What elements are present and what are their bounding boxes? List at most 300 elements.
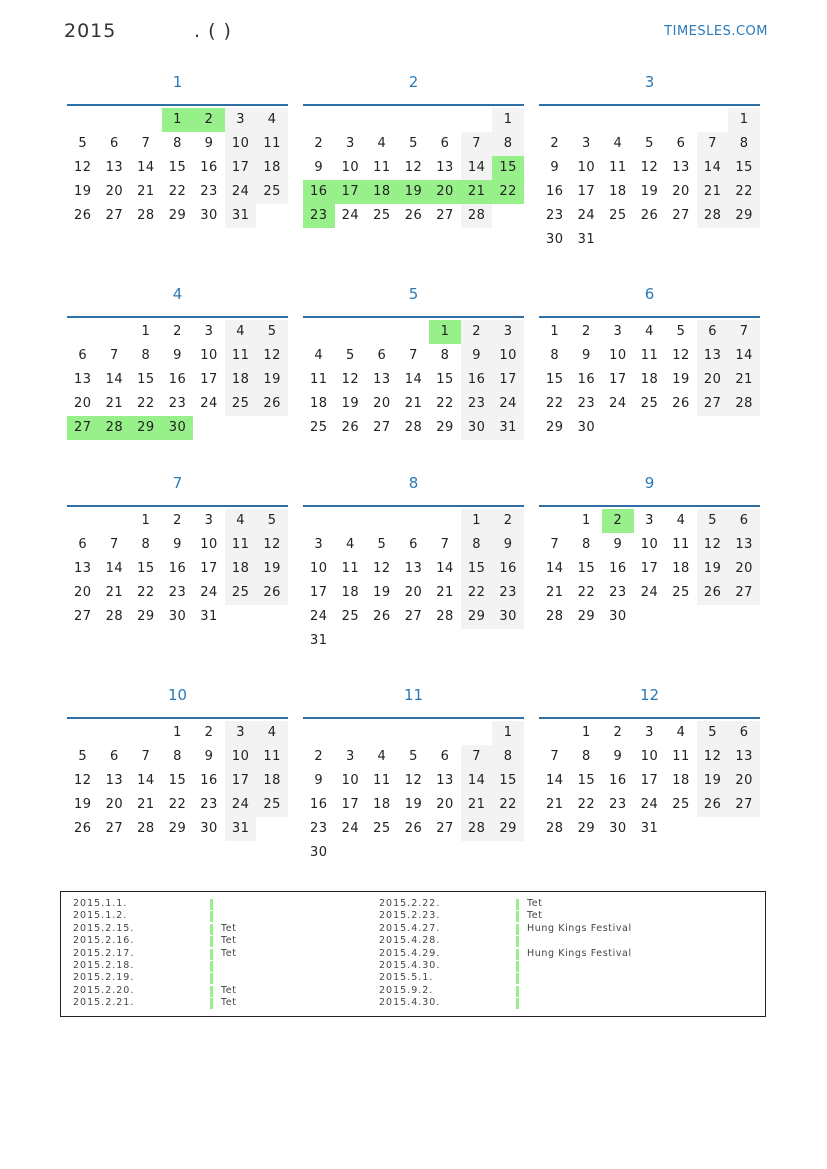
day-cell: 6 xyxy=(676,136,686,151)
day-cell: 9 xyxy=(613,537,623,552)
day-cell: 20 xyxy=(697,368,729,392)
empty-cell xyxy=(697,605,729,629)
month-grid xyxy=(67,108,288,228)
day-cell: 10 xyxy=(492,344,524,368)
day-cell: 26 xyxy=(74,208,92,223)
month-grid xyxy=(303,320,524,440)
empty-cell xyxy=(366,841,398,865)
day-cell: 7 xyxy=(109,348,119,363)
day-cell: 17 xyxy=(335,180,367,204)
day-cell: 16 xyxy=(609,561,627,576)
day-cell: 23 xyxy=(168,396,187,411)
page-title-subtitle: . ( ) xyxy=(194,20,232,42)
day-cell: 5 xyxy=(78,749,88,764)
day-cell: 15 xyxy=(137,561,155,576)
holiday-marker xyxy=(210,949,213,960)
day-cell: 10 xyxy=(640,749,659,764)
empty-cell xyxy=(225,605,257,629)
month-grid xyxy=(303,509,524,653)
day-cell: 1 xyxy=(141,513,151,528)
day-cell: 3 xyxy=(225,721,257,745)
day-cell: 29 xyxy=(436,420,454,435)
day-cell: 31 xyxy=(225,817,257,841)
day-cell: 3 xyxy=(645,513,654,528)
day-cell: 13 xyxy=(105,773,124,788)
day-cell: 1 xyxy=(492,108,524,132)
day-cell: 13 xyxy=(105,160,124,175)
empty-cell xyxy=(366,108,398,132)
empty-cell xyxy=(461,841,493,865)
day-cell: 25 xyxy=(640,396,659,411)
day-cell: 5 xyxy=(256,320,288,344)
month-divider xyxy=(539,717,760,719)
day-cell: 15 xyxy=(137,372,155,387)
holiday-marker xyxy=(210,961,213,972)
day-cell: 17 xyxy=(225,769,257,793)
day-cell: 14 xyxy=(137,160,155,175)
month-grid xyxy=(303,721,524,865)
day-cell: 16 xyxy=(461,368,493,392)
month-divider xyxy=(539,316,760,318)
holiday-date: 2015.2.20. xyxy=(73,984,135,996)
day-cell: 8 xyxy=(581,749,591,764)
day-cell: 26 xyxy=(256,392,288,416)
day-cell: 4 xyxy=(314,348,324,363)
day-cell: 4 xyxy=(256,108,288,132)
day-cell: 1 xyxy=(492,721,524,745)
holiday-marker xyxy=(516,899,519,910)
day-cell: 15 xyxy=(492,156,524,180)
empty-cell xyxy=(634,108,666,132)
holiday-marker xyxy=(210,973,213,984)
day-cell: 5 xyxy=(409,749,418,764)
day-cell: 9 xyxy=(314,773,324,788)
day-cell: 3 xyxy=(492,320,524,344)
empty-cell xyxy=(571,108,603,132)
day-cell: 18 xyxy=(609,184,627,199)
day-cell: 8 xyxy=(141,537,151,552)
month-grid xyxy=(67,721,288,841)
empty-cell xyxy=(256,605,288,629)
day-cell: 28 xyxy=(105,609,124,624)
holiday-date: 2015.1.1. xyxy=(73,898,128,909)
day-cell: 3 xyxy=(581,136,591,151)
day-cell: 6 xyxy=(78,348,88,363)
day-cell: 2 xyxy=(613,725,623,740)
day-cell: 11 xyxy=(341,561,360,576)
month-title: 1 xyxy=(172,73,183,91)
day-cell: 13 xyxy=(373,372,391,387)
day-cell: 19 xyxy=(398,180,430,204)
day-cell: 19 xyxy=(672,372,690,387)
day-cell: 20 xyxy=(74,396,92,411)
empty-cell xyxy=(492,841,524,865)
day-cell: 12 xyxy=(256,344,288,368)
day-cell: 2 xyxy=(314,749,324,764)
day-cell: 14 xyxy=(105,561,124,576)
day-cell: 21 xyxy=(546,797,564,812)
day-cell: 16 xyxy=(609,773,627,788)
month-grid xyxy=(539,108,760,252)
holiday-date: 2015.1.2. xyxy=(73,910,128,922)
day-cell: 25 xyxy=(225,392,257,416)
day-cell: 25 xyxy=(609,208,627,223)
day-cell: 5 xyxy=(676,324,686,339)
day-cell: 3 xyxy=(345,749,355,764)
day-cell: 28 xyxy=(546,821,564,836)
holiday-name: Tet xyxy=(221,984,237,996)
day-cell: 17 xyxy=(577,184,596,199)
holiday-note-row xyxy=(379,985,679,997)
day-cell: 2 xyxy=(193,108,225,132)
empty-cell xyxy=(728,817,760,841)
month-title: 10 xyxy=(167,686,188,704)
day-cell: 21 xyxy=(404,396,423,411)
day-cell: 26 xyxy=(640,208,659,223)
empty-cell xyxy=(366,721,398,745)
day-cell: 10 xyxy=(341,773,360,788)
day-cell: 24 xyxy=(341,208,360,223)
holiday-marker xyxy=(210,936,213,947)
month-divider xyxy=(303,717,524,719)
empty-cell xyxy=(429,721,461,745)
day-cell: 9 xyxy=(461,344,493,368)
day-cell: 16 xyxy=(492,557,524,581)
day-cell: 13 xyxy=(74,561,92,576)
day-cell: 18 xyxy=(672,773,690,788)
day-cell: 27 xyxy=(373,420,391,435)
day-cell: 21 xyxy=(137,184,155,199)
day-cell: 13 xyxy=(728,745,760,769)
day-cell: 18 xyxy=(640,372,659,387)
day-cell: 29 xyxy=(137,609,155,624)
empty-cell xyxy=(697,108,729,132)
day-cell: 25 xyxy=(672,585,690,600)
day-cell: 25 xyxy=(225,581,257,605)
month-grid xyxy=(539,320,760,440)
day-cell: 17 xyxy=(341,797,360,812)
day-cell: 5 xyxy=(645,136,654,151)
empty-cell xyxy=(130,721,162,745)
empty-cell xyxy=(256,416,288,440)
day-cell: 26 xyxy=(404,208,423,223)
day-cell: 19 xyxy=(404,797,423,812)
day-cell: 18 xyxy=(256,156,288,180)
day-cell: 9 xyxy=(581,348,591,363)
day-cell: 27 xyxy=(105,208,124,223)
day-cell: 5 xyxy=(78,136,88,151)
day-cell: 21 xyxy=(697,180,729,204)
day-cell: 2 xyxy=(461,320,493,344)
day-cell: 22 xyxy=(546,396,564,411)
day-cell: 12 xyxy=(74,160,92,175)
day-cell: 12 xyxy=(672,348,690,363)
day-cell: 7 xyxy=(109,537,119,552)
day-cell: 29 xyxy=(461,605,493,629)
day-cell: 17 xyxy=(225,156,257,180)
day-cell: 26 xyxy=(697,581,729,605)
day-cell: 7 xyxy=(728,320,760,344)
holiday-note-row xyxy=(73,960,373,972)
day-cell: 21 xyxy=(546,585,564,600)
empty-cell xyxy=(366,509,398,533)
day-cell: 28 xyxy=(99,416,131,440)
empty-cell xyxy=(366,629,398,653)
day-cell: 10 xyxy=(225,745,257,769)
holiday-marker xyxy=(516,973,519,984)
day-cell: 14 xyxy=(461,769,493,793)
day-cell: 16 xyxy=(577,372,596,387)
day-cell: 29 xyxy=(168,821,187,836)
day-cell: 11 xyxy=(256,132,288,156)
holiday-date: 2015.2.16. xyxy=(73,935,135,947)
day-cell: 13 xyxy=(404,561,423,576)
day-cell: 18 xyxy=(310,396,328,411)
day-cell: 6 xyxy=(697,320,729,344)
empty-cell xyxy=(728,605,760,629)
day-cell: 14 xyxy=(546,773,564,788)
day-cell: 15 xyxy=(492,769,524,793)
holiday-name: Tet xyxy=(221,922,237,934)
day-cell: 13 xyxy=(728,533,760,557)
day-cell: 26 xyxy=(256,581,288,605)
day-cell: 11 xyxy=(609,160,627,175)
holiday-date: 2015.4.29. xyxy=(379,947,441,959)
holiday-note-row xyxy=(379,948,679,960)
day-cell: 2 xyxy=(314,136,324,151)
day-cell: 26 xyxy=(373,609,391,624)
empty-cell xyxy=(697,416,729,440)
day-cell: 5 xyxy=(345,348,355,363)
empty-cell xyxy=(398,108,430,132)
holiday-date: 2015.4.30. xyxy=(379,997,441,1009)
day-cell: 11 xyxy=(225,533,257,557)
empty-cell xyxy=(366,320,398,344)
empty-cell xyxy=(461,629,493,653)
day-cell: 23 xyxy=(577,396,596,411)
day-cell: 13 xyxy=(436,773,454,788)
empty-cell xyxy=(398,841,430,865)
day-cell: 23 xyxy=(200,184,218,199)
day-cell: 6 xyxy=(440,136,450,151)
day-cell: 14 xyxy=(105,372,124,387)
holiday-note-row xyxy=(73,972,373,984)
holiday-notes-right xyxy=(379,898,679,1010)
day-cell: 7 xyxy=(550,537,560,552)
page-header xyxy=(64,20,768,48)
day-cell: 26 xyxy=(697,793,729,817)
holiday-date: 2015.2.21. xyxy=(73,997,135,1009)
day-cell: 20 xyxy=(373,396,391,411)
day-cell: 24 xyxy=(200,396,218,411)
empty-cell xyxy=(539,108,571,132)
empty-cell xyxy=(99,108,131,132)
empty-cell xyxy=(461,108,493,132)
page-title-year: 2015 xyxy=(64,20,117,42)
day-cell: 8 xyxy=(492,132,524,156)
holiday-note-row xyxy=(379,997,679,1009)
day-cell: 14 xyxy=(697,156,729,180)
empty-cell xyxy=(539,721,571,745)
month-divider xyxy=(303,316,524,318)
empty-cell xyxy=(429,629,461,653)
day-cell: 10 xyxy=(577,160,596,175)
day-cell: 26 xyxy=(74,821,92,836)
empty-cell xyxy=(398,721,430,745)
day-cell: 6 xyxy=(728,721,760,745)
day-cell: 12 xyxy=(404,160,423,175)
day-cell: 20 xyxy=(404,585,423,600)
empty-cell xyxy=(602,416,634,440)
day-cell: 1 xyxy=(550,324,560,339)
empty-cell xyxy=(67,320,99,344)
empty-cell xyxy=(665,228,697,252)
holiday-marker xyxy=(210,911,213,922)
day-cell: 3 xyxy=(345,136,355,151)
day-cell: 20 xyxy=(672,184,690,199)
empty-cell xyxy=(665,817,697,841)
day-cell: 28 xyxy=(404,420,423,435)
month-grid xyxy=(67,320,288,440)
day-cell: 19 xyxy=(256,557,288,581)
day-cell: 7 xyxy=(409,348,418,363)
day-cell: 14 xyxy=(137,773,155,788)
day-cell: 3 xyxy=(204,324,214,339)
day-cell: 4 xyxy=(676,725,686,740)
day-cell: 8 xyxy=(440,348,450,363)
day-cell: 28 xyxy=(697,204,729,228)
day-cell: 30 xyxy=(609,821,627,836)
day-cell: 9 xyxy=(173,537,182,552)
month-title: 2 xyxy=(408,73,419,91)
day-cell: 15 xyxy=(728,156,760,180)
day-cell: 2 xyxy=(173,324,182,339)
day-cell: 15 xyxy=(577,561,596,576)
empty-cell xyxy=(256,817,288,841)
day-cell: 22 xyxy=(168,184,187,199)
day-cell: 1 xyxy=(461,509,493,533)
day-cell: 3 xyxy=(613,324,623,339)
day-cell: 2 xyxy=(173,513,182,528)
day-cell: 12 xyxy=(74,773,92,788)
day-cell: 31 xyxy=(640,821,659,836)
day-cell: 24 xyxy=(609,396,627,411)
day-cell: 21 xyxy=(137,797,155,812)
day-cell: 27 xyxy=(728,793,760,817)
empty-cell xyxy=(398,509,430,533)
day-cell: 18 xyxy=(373,797,391,812)
day-cell: 23 xyxy=(310,821,328,836)
brand-link[interactable]: TIMESLES.COM xyxy=(664,24,768,39)
day-cell: 10 xyxy=(200,537,218,552)
day-cell: 24 xyxy=(200,585,218,600)
day-cell: 18 xyxy=(366,180,398,204)
day-cell: 18 xyxy=(341,585,360,600)
day-cell: 30 xyxy=(461,416,493,440)
month-grid xyxy=(539,721,760,841)
empty-cell xyxy=(335,841,367,865)
day-cell: 30 xyxy=(200,208,218,223)
holiday-marker xyxy=(516,924,519,935)
day-cell: 22 xyxy=(137,585,155,600)
day-cell: 23 xyxy=(609,585,627,600)
day-cell: 23 xyxy=(303,204,335,228)
day-cell: 4 xyxy=(377,749,387,764)
day-cell: 24 xyxy=(640,585,659,600)
day-cell: 16 xyxy=(546,184,564,199)
day-cell: 24 xyxy=(577,208,596,223)
day-cell: 8 xyxy=(173,749,182,764)
day-cell: 19 xyxy=(74,797,92,812)
holiday-note-row xyxy=(73,985,373,997)
day-cell: 28 xyxy=(137,821,155,836)
day-cell: 2 xyxy=(204,725,214,740)
day-cell: 1 xyxy=(429,320,461,344)
day-cell: 15 xyxy=(168,773,187,788)
holiday-marker xyxy=(210,899,213,910)
empty-cell xyxy=(193,416,225,440)
day-cell: 17 xyxy=(640,773,659,788)
empty-cell xyxy=(728,416,760,440)
day-cell: 22 xyxy=(577,585,596,600)
day-cell: 3 xyxy=(314,537,324,552)
day-cell: 23 xyxy=(492,581,524,605)
day-cell: 18 xyxy=(256,769,288,793)
empty-cell xyxy=(539,509,571,533)
day-cell: 31 xyxy=(492,416,524,440)
day-cell: 24 xyxy=(492,392,524,416)
day-cell: 7 xyxy=(141,749,151,764)
day-cell: 8 xyxy=(141,348,151,363)
day-cell: 6 xyxy=(728,509,760,533)
holiday-note-row xyxy=(73,948,373,960)
day-cell: 16 xyxy=(168,372,187,387)
holiday-date: 2015.2.17. xyxy=(73,947,135,959)
day-cell: 9 xyxy=(550,160,560,175)
day-cell: 4 xyxy=(645,324,654,339)
day-cell: 6 xyxy=(409,537,418,552)
day-cell: 15 xyxy=(577,773,596,788)
holiday-date: 2015.2.22. xyxy=(379,898,441,909)
day-cell: 16 xyxy=(168,561,187,576)
day-cell: 30 xyxy=(310,845,328,860)
day-cell: 23 xyxy=(461,392,493,416)
month-title: 8 xyxy=(408,474,419,492)
day-cell: 30 xyxy=(168,609,187,624)
holiday-name: Tet xyxy=(527,898,543,909)
empty-cell xyxy=(335,320,367,344)
day-cell: 29 xyxy=(130,416,162,440)
holiday-notes-left xyxy=(73,898,373,1010)
day-cell: 24 xyxy=(640,797,659,812)
holiday-name: Tet xyxy=(527,910,543,922)
month-title: 9 xyxy=(644,474,655,492)
day-cell: 16 xyxy=(310,797,328,812)
day-cell: 27 xyxy=(105,821,124,836)
day-cell: 4 xyxy=(613,136,623,151)
empty-cell xyxy=(398,629,430,653)
month-divider xyxy=(303,505,524,507)
day-cell: 1 xyxy=(173,725,182,740)
day-cell: 14 xyxy=(546,561,564,576)
holiday-note-row xyxy=(379,898,679,910)
day-cell: 19 xyxy=(74,184,92,199)
holiday-note-row xyxy=(379,960,679,972)
day-cell: 19 xyxy=(697,769,729,793)
day-cell: 27 xyxy=(74,609,92,624)
empty-cell xyxy=(697,817,729,841)
holiday-date: 2015.9.2. xyxy=(379,984,434,996)
